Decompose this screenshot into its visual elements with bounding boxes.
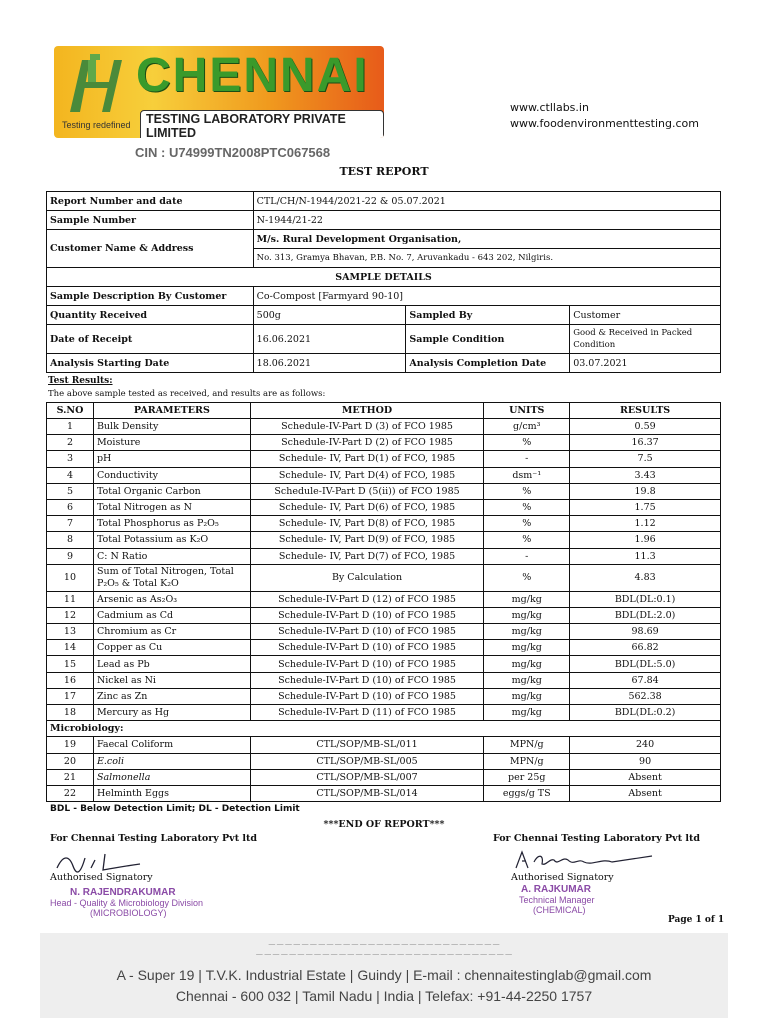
table-row — [47, 516, 721, 532]
table-row — [47, 287, 721, 306]
cell-parameter: Cadmium as Cd — [93, 607, 250, 623]
table-row — [47, 325, 721, 354]
col-parameters: PARAMETERS — [93, 403, 250, 419]
customer-label: Customer Name & Address — [47, 230, 254, 268]
cell-unit: % — [484, 532, 570, 548]
cell-method: CTL/SOP/MB-SL/005 — [250, 753, 484, 769]
quantity-value: 500g — [253, 306, 406, 325]
analysis-completion-label: Analysis Completion Date — [406, 354, 570, 373]
cell-unit: mg/kg — [484, 607, 570, 623]
cell-method: Schedule- IV, Part D(8) of FCO, 1985 — [250, 516, 484, 532]
cell-unit: % — [484, 564, 570, 591]
url-foodenv[interactable]: www.foodenvironmenttesting.com — [510, 117, 699, 130]
cell-sno: 5 — [47, 483, 94, 499]
signature-left-auth: Authorised Signatory — [50, 872, 153, 883]
cell-sno: 18 — [47, 705, 94, 721]
cell-result: BDL(DL:0.2) — [570, 705, 721, 721]
url-ctllabs[interactable]: www.ctllabs.in — [510, 101, 589, 114]
cell-unit: g/cm³ — [484, 419, 570, 435]
footer-address-line1: A - Super 19 | T.V.K. Industrial Estate | Guindy | E-mail : chennaitestinglab@gmail.com — [116, 967, 652, 983]
cell-method: Schedule- IV, Part D(6) of FCO, 1985 — [250, 499, 484, 515]
cell-method: By Calculation — [250, 564, 484, 591]
cell-parameter: Helminth Eggs — [93, 785, 250, 801]
cell-parameter: Lead as Pb — [93, 656, 250, 672]
cell-unit: MPN/g — [484, 753, 570, 769]
cell-unit: dsm⁻¹ — [484, 467, 570, 483]
table-row — [47, 268, 721, 287]
analysis-start-value: 18.06.2021 — [253, 354, 406, 373]
cell-sno: 14 — [47, 640, 94, 656]
cell-sno: 9 — [47, 548, 94, 564]
table-row — [47, 688, 721, 704]
cell-parameter: Zinc as Zn — [93, 688, 250, 704]
signature-right — [493, 833, 700, 915]
cell-sno: 3 — [47, 451, 94, 467]
company-logo-banner — [54, 46, 384, 138]
cell-result: 3.43 — [570, 467, 721, 483]
cell-parameter: Faecal Coliform — [93, 737, 250, 753]
table-row — [47, 753, 721, 769]
cell-method: Schedule-IV-Part D (10) of FCO 1985 — [250, 640, 484, 656]
end-of-report: ***END OF REPORT*** — [323, 819, 445, 830]
table-row — [47, 564, 721, 591]
cell-result: 240 — [570, 737, 721, 753]
bdl-note: BDL - Below Detection Limit; DL - Detection Limit — [50, 804, 300, 814]
cell-method: Schedule- IV, Part D(9) of FCO, 1985 — [250, 532, 484, 548]
sample-condition-value: Good & Received in Packed Condition — [570, 325, 721, 354]
cell-unit: MPN/g — [484, 737, 570, 753]
cell-method: Schedule- IV, Part D(4) of FCO, 1985 — [250, 467, 484, 483]
sampled-by-label: Sampled By — [406, 306, 570, 325]
table-row — [47, 211, 721, 230]
signature-left-scribble-icon — [55, 850, 145, 875]
receipt-date-value: 16.06.2021 — [253, 325, 406, 354]
table-row — [47, 721, 721, 737]
cell-sno: 19 — [47, 737, 94, 753]
test-results-label: Test Results: — [48, 376, 113, 386]
cell-parameter: Bulk Density — [93, 419, 250, 435]
signature-left — [50, 833, 257, 918]
signatory-left-division: (MICROBIOLOGY) — [90, 908, 167, 918]
cell-result: 4.83 — [570, 564, 721, 591]
cell-parameter: Chromium as Cr — [93, 624, 250, 640]
signatory-left-name: N. RAJENDRAKUMAR — [70, 887, 176, 898]
cell-sno: 12 — [47, 607, 94, 623]
cell-result: 19.8 — [570, 483, 721, 499]
col-sno: S.NO — [47, 403, 94, 419]
cell-parameter: Total Nitrogen as N — [93, 499, 250, 515]
cell-sno: 11 — [47, 591, 94, 607]
table-row — [47, 532, 721, 548]
table-header-row — [47, 403, 721, 419]
sample-number-label: Sample Number — [47, 211, 254, 230]
signature-right-auth: Authorised Signatory — [511, 872, 614, 883]
sample-number-value: N-1944/21-22 — [253, 211, 720, 230]
table-row — [47, 451, 721, 467]
cell-unit: % — [484, 499, 570, 515]
table-row — [47, 624, 721, 640]
company-name: CHENNAI — [136, 49, 369, 102]
cell-sno: 17 — [47, 688, 94, 704]
table-row — [47, 435, 721, 451]
cell-unit: mg/kg — [484, 688, 570, 704]
cell-result: Absent — [570, 785, 721, 801]
footer-fine-print: — — — — — — — — — — — — — — — — — — — — — — — — — — — — — [268, 941, 500, 948]
cell-parameter: C: N Ratio — [93, 548, 250, 564]
footer-fine-print-2: — — — — — — — — — — — — — — — — — — — — — — — — — — — — — — — — [256, 951, 512, 958]
cell-result: 0.59 — [570, 419, 721, 435]
cell-result: 11.3 — [570, 548, 721, 564]
cell-sno: 20 — [47, 753, 94, 769]
cell-parameter: Copper as Cu — [93, 640, 250, 656]
cell-parameter: Salmonella — [93, 769, 250, 785]
cell-unit: eggs/g TS — [484, 785, 570, 801]
cell-parameter: Total Organic Carbon — [93, 483, 250, 499]
cell-method: Schedule-IV-Part D (12) of FCO 1985 — [250, 591, 484, 607]
receipt-date-label: Date of Receipt — [47, 325, 254, 354]
cell-method: Schedule-IV-Part D (10) of FCO 1985 — [250, 656, 484, 672]
quantity-label: Quantity Received — [47, 306, 254, 325]
tagline: Testing redefined — [62, 120, 131, 130]
cell-method: CTL/SOP/MB-SL/007 — [250, 769, 484, 785]
cell-result: 16.37 — [570, 435, 721, 451]
sample-condition-label: Sample Condition — [406, 325, 570, 354]
cell-unit: mg/kg — [484, 705, 570, 721]
cell-unit: mg/kg — [484, 656, 570, 672]
company-subtitle: TESTING LABORATORY PRIVATE LIMITED — [140, 110, 384, 138]
cell-method: Schedule-IV-Part D (2) of FCO 1985 — [250, 435, 484, 451]
cell-sno: 10 — [47, 564, 94, 591]
report-number-label: Report Number and date — [47, 192, 254, 211]
cell-unit: mg/kg — [484, 640, 570, 656]
cell-result: 1.12 — [570, 516, 721, 532]
test-results-intro: The above sample tested as received, and results are as follows: — [48, 389, 326, 399]
sample-description-label: Sample Description By Customer — [47, 287, 254, 306]
cell-sno: 13 — [47, 624, 94, 640]
cell-parameter: pH — [93, 451, 250, 467]
cell-method: Schedule-IV-Part D (5(ii)) of FCO 1985 — [250, 483, 484, 499]
table-row — [47, 419, 721, 435]
cell-result: 90 — [570, 753, 721, 769]
cell-sno: 21 — [47, 769, 94, 785]
cell-result: BDL(DL:2.0) — [570, 607, 721, 623]
table-row — [47, 192, 721, 211]
cell-result: Absent — [570, 769, 721, 785]
cell-result: 562.38 — [570, 688, 721, 704]
cell-result: BDL(DL:0.1) — [570, 591, 721, 607]
table-row — [47, 769, 721, 785]
report-info-table — [46, 191, 721, 373]
cell-unit: mg/kg — [484, 624, 570, 640]
table-row — [47, 656, 721, 672]
table-row — [47, 640, 721, 656]
sample-description-value: Co-Compost [Farmyard 90-10] — [253, 287, 720, 306]
cell-unit: % — [484, 483, 570, 499]
sample-details-header: SAMPLE DETAILS — [47, 268, 721, 287]
page-number: Page 1 of 1 — [668, 915, 725, 925]
cell-sno: 4 — [47, 467, 94, 483]
website-urls — [510, 100, 699, 132]
table-row — [47, 785, 721, 801]
footer-band — [40, 933, 728, 1018]
signature-right-scribble-icon — [512, 848, 662, 873]
cell-method: Schedule-IV-Part D (10) of FCO 1985 — [250, 624, 484, 640]
cell-unit: - — [484, 451, 570, 467]
cell-result: 1.96 — [570, 532, 721, 548]
sampled-by-value: Customer — [570, 306, 721, 325]
cell-sno: 8 — [47, 532, 94, 548]
footer-address-line2: Chennai - 600 032 | Tamil Nadu | India | Telefax: +91-44-2250 1757 — [175, 988, 593, 1004]
cell-sno: 1 — [47, 419, 94, 435]
table-row — [47, 591, 721, 607]
cell-sno: 7 — [47, 516, 94, 532]
cell-sno: 2 — [47, 435, 94, 451]
cell-result: 67.84 — [570, 672, 721, 688]
table-row — [47, 548, 721, 564]
cell-method: Schedule-IV-Part D (10) of FCO 1985 — [250, 607, 484, 623]
analysis-start-label: Analysis Starting Date — [47, 354, 254, 373]
cell-parameter: Mercury as Hg — [93, 705, 250, 721]
table-row — [47, 306, 721, 325]
cell-parameter: Nickel as Ni — [93, 672, 250, 688]
table-row — [47, 230, 721, 249]
microbiology-label: Microbiology: — [47, 721, 721, 737]
customer-address: No. 313, Gramya Bhavan, P.B. No. 7, Aruvankadu - 643 202, Nilgiris. — [253, 249, 720, 268]
cell-unit: - — [484, 548, 570, 564]
cell-sno: 6 — [47, 499, 94, 515]
cell-unit: % — [484, 435, 570, 451]
cell-method: Schedule-IV-Part D (10) of FCO 1985 — [250, 672, 484, 688]
cell-method: Schedule- IV, Part D(7) of FCO, 1985 — [250, 548, 484, 564]
cell-method: Schedule- IV, Part D(1) of FCO, 1985 — [250, 451, 484, 467]
cell-result: 98.69 — [570, 624, 721, 640]
col-units: UNITS — [484, 403, 570, 419]
analysis-completion-value: 03.07.2021 — [570, 354, 721, 373]
report-number-value: CTL/CH/N-1944/2021-22 & 05.07.2021 — [253, 192, 720, 211]
cell-result: 1.75 — [570, 499, 721, 515]
ctl-logo-icon — [62, 52, 126, 116]
cell-sno: 15 — [47, 656, 94, 672]
cell-method: Schedule-IV-Part D (3) of FCO 1985 — [250, 419, 484, 435]
col-results: RESULTS — [570, 403, 721, 419]
cell-method: Schedule-IV-Part D (11) of FCO 1985 — [250, 705, 484, 721]
table-row — [47, 483, 721, 499]
cell-method: Schedule-IV-Part D (10) of FCO 1985 — [250, 688, 484, 704]
signatory-right-name: A. RAJKUMAR — [521, 884, 591, 895]
table-row — [47, 737, 721, 753]
cell-parameter: Sum of Total Nitrogen, Total P₂O₅ & Total K₂O — [93, 564, 250, 591]
cell-unit: mg/kg — [484, 672, 570, 688]
report-title: TEST REPORT — [339, 165, 429, 178]
col-method: METHOD — [250, 403, 484, 419]
results-table — [46, 402, 721, 802]
cell-result: BDL(DL:5.0) — [570, 656, 721, 672]
cell-unit: % — [484, 516, 570, 532]
cell-parameter: E.coli — [93, 753, 250, 769]
cell-result: 66.82 — [570, 640, 721, 656]
cin-number: CIN : U74999TN2008PTC067568 — [135, 145, 331, 160]
customer-name: M/s. Rural Development Organisation, — [253, 230, 720, 249]
signature-left-for: For Chennai Testing Laboratory Pvt ltd — [50, 833, 258, 844]
signatory-left-role: Head - Quality & Microbiology Division — [50, 898, 204, 908]
table-row — [47, 705, 721, 721]
cell-parameter: Arsenic as As₂O₃ — [93, 591, 250, 607]
cell-unit: mg/kg — [484, 591, 570, 607]
table-row — [47, 672, 721, 688]
cell-sno: 16 — [47, 672, 94, 688]
cell-sno: 22 — [47, 785, 94, 801]
cell-method: CTL/SOP/MB-SL/011 — [250, 737, 484, 753]
signatory-right-division: (CHEMICAL) — [533, 905, 586, 915]
cell-parameter: Total Potassium as K₂O — [93, 532, 250, 548]
cell-unit: per 25g — [484, 769, 570, 785]
table-row — [47, 467, 721, 483]
table-row — [47, 607, 721, 623]
cell-result: 7.5 — [570, 451, 721, 467]
signature-right-for: For Chennai Testing Laboratory Pvt ltd — [493, 833, 701, 844]
table-row — [47, 499, 721, 515]
cell-method: CTL/SOP/MB-SL/014 — [250, 785, 484, 801]
cell-parameter: Total Phosphorus as P₂O₅ — [93, 516, 250, 532]
signatory-right-role: Technical Manager — [519, 895, 595, 905]
cell-parameter: Moisture — [93, 435, 250, 451]
cell-parameter: Conductivity — [93, 467, 250, 483]
table-row — [47, 354, 721, 373]
